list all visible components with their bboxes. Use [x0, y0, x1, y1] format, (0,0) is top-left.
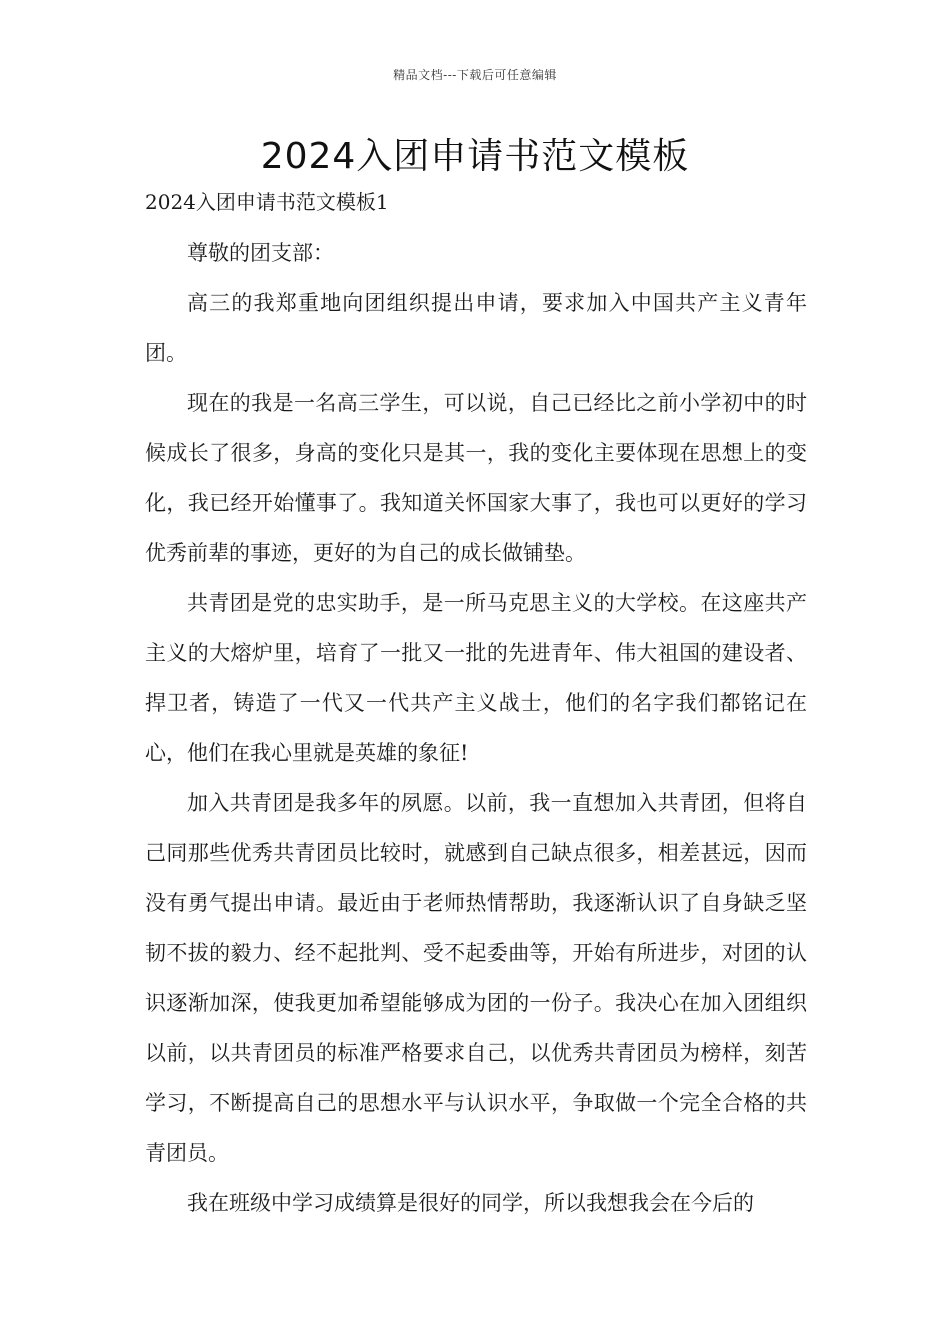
body-paragraph: 高三的我郑重地向团组织提出申请，要求加入中国共产主义青年团。 [145, 291, 807, 365]
document-body [145, 228, 807, 1228]
body-paragraph: 现在的我是一名高三学生，可以说，自己已经比之前小学初中的时候成长了很多，身高的变化只是其一，我的变化主要体现在思想上的变化，我已经开始懂事了。我知道关怀国家大事了，我也可以更好的学习优秀前辈的事迹，更好的为自己的成长做铺垫。 [145, 391, 807, 565]
body-paragraph: 加入共青团是我多年的夙愿。以前，我一直想加入共青团，但将自己同那些优秀共青团员比较时，就感到自己缺点很多，相差甚远，因而没有勇气提出申请。最近由于老师热情帮助，我逐渐认识了自身缺乏坚韧不拔的毅力、经不起批判、受不起委曲等，开始有所进步，对团的认识逐渐加深，使我更加希望能够成为团的一份子。我决心在加入团组织以前，以共青团员的标准严格要求自己，以优秀共青团员为榜样，刻苦学习，不断提高自己的思想水平与认识水平，争取做一个完全合格的共青团员。 [145, 791, 807, 1165]
header-note: 精品文档---下载后可任意编辑 [393, 68, 557, 82]
document-title: 2024入团申请书范文模板 [260, 136, 690, 177]
salutation-paragraph: 尊敬的团支部： [187, 241, 334, 265]
body-paragraph: 我在班级中学习成绩算是很好的同学，所以我想我会在今后的 [187, 1191, 754, 1215]
document-subtitle: 2024入团申请书范文模板1 [145, 190, 389, 214]
body-paragraph: 共青团是党的忠实助手，是一所马克思主义的大学校。在这座共产主义的大熔炉里，培育了一批又一批的先进青年、伟大祖国的建设者、捍卫者，铸造了一代又一代共产主义战士，他们的名字我们都铭记在心，他们在我心里就是英雄的象征! [145, 591, 807, 765]
